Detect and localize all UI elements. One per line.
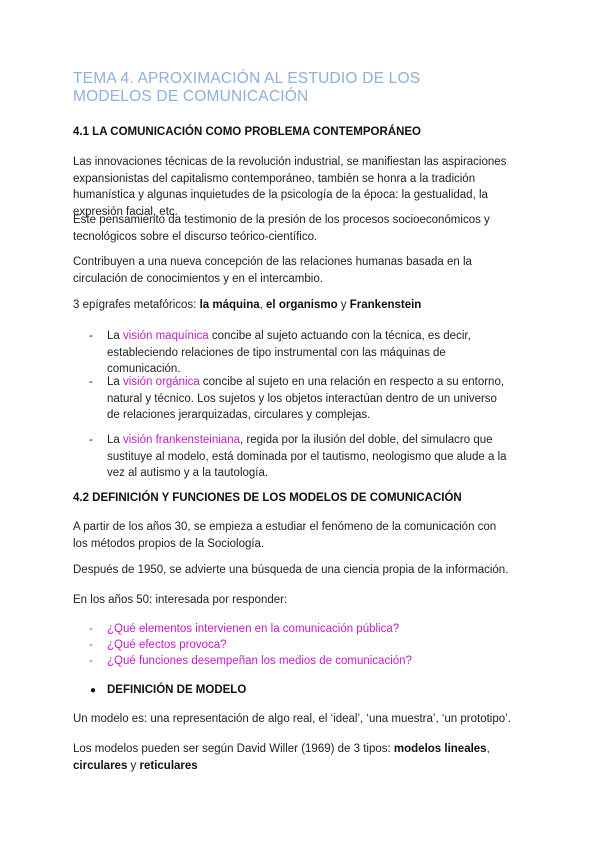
document-title: TEMA 4. APROXIMACIÓN AL ESTUDIO DE LOS MODELOS DE COMUNICACIÓN [73,70,421,105]
bold-term: modelos lineales [393,743,487,755]
paragraph: Contribuyen a una nueva concepción de las relaciones humanas basada en la circulación de conocimientos y en el intercambio. [73,256,472,285]
list-dash: - [89,655,93,667]
list-dash: - [89,330,93,342]
paragraph-models [73,741,518,774]
question-item: ¿Qué elementos intervienen en la comunicación pública? [107,623,400,635]
paragraph: Las innovaciones técnicas de la revolución industrial, se manifiestan las aspiraciones expansionistas del capitalismo contemporáneo, también se honra a la tradición humanística y algunas inquietudes de la psicología de la época: la gestualidad, la expresión facial, etc. [73,156,507,218]
text-span: La [107,376,123,388]
bold-term: Frankenstein [349,299,422,311]
bullet-icon: ● [90,685,97,696]
text-span: , regida por la ilusión del doble, del simulacro que sustituye al modelo, está dominada por el tautismo, neologismo que alude a la vez al autismo y a la tautología. [107,434,507,479]
paragraph: En los años 50: interesada por responder: [73,594,288,606]
question-item: ¿Qué efectos provoca? [107,639,227,651]
paragraph: Después de 1950, se advierte una búsqueda de una ciencia propia de la información. [73,564,509,576]
text-span: 3 epígrafes metafóricos: [73,299,200,311]
list-dash: - [89,623,93,635]
list-item [107,328,507,378]
text-span: concibe al sujeto actuando con la técnica, es decir, estableciendo relaciones de tipo instrumental con las máquinas de comunicación. [107,330,471,375]
highlight-term: visión frankensteiniana [123,434,240,446]
paragraph: A partir de los años 30, se empieza a estudiar el fenómeno de la comunicación con los métodos propios de la Sociología. [73,521,497,550]
bold-term: el organismo [266,299,338,311]
highlight-term: visión orgánica [123,376,200,388]
text-span: La [107,434,123,446]
highlight-term: visión maquínica [123,330,209,342]
list-dash: - [89,434,93,446]
list-item [107,374,507,424]
text-span: La [107,330,123,342]
section-heading-4-2: 4.2 DEFINICIÓN Y FUNCIONES DE LOS MODELOS DE COMUNICACIÓN [73,492,462,504]
subheading-definicion: DEFINICIÓN DE MODELO [107,684,247,696]
bold-term: circulares [73,759,128,772]
text-span: y [127,759,140,772]
section-heading-4-1: 4.1 LA COMUNICACIÓN COMO PROBLEMA CONTEMPORÁNEO [73,126,421,138]
text-span: y [337,299,350,311]
paragraph-epigrafes [73,297,533,314]
list-dash: - [89,639,93,651]
text-span: , [259,299,267,311]
question-item: ¿Qué funciones desempeñan los medios de comunicación? [107,655,412,667]
paragraph: Un modelo es: una representación de algo real, el ‘ideal’, ‘una muestra’, ‘un prototipo’. [73,713,511,725]
list-dash: - [89,376,93,388]
paragraph: Este pensamiento da testimonio de la presión de los procesos socioeconómicos y tecnológicos sobre el discurso teórico-científico. [73,214,490,243]
text-span: , [486,743,490,755]
list-item [107,432,507,482]
text-span: concibe al sujeto en una relación en respecto a su entorno, natural y técnico. Los sujetos y los objetos interactúan dentro de un universo de relaciones jerarquizadas, circulares y complejas. [107,376,505,421]
text-span: Los modelos pueden ser según David Willer (1969) de 3 tipos: [73,743,394,755]
bold-term: la máquina [199,299,260,311]
bold-term: reticulares [139,759,198,772]
